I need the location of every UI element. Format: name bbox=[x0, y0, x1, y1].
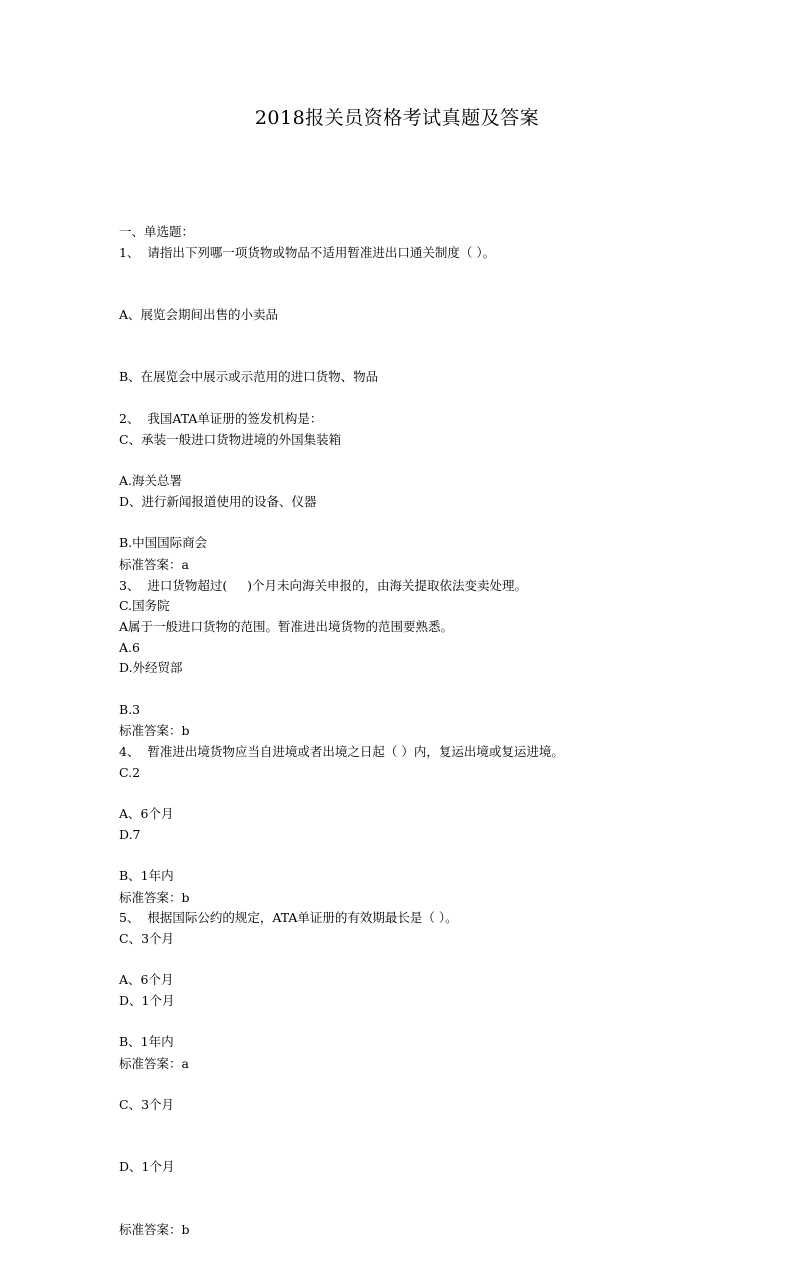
option-a: A.6 bbox=[119, 639, 140, 655]
option-d: D、进行新闻报道使用的设备、仪器 bbox=[119, 494, 317, 510]
standard-answer: 标准答案：a bbox=[119, 556, 189, 572]
option-c: C、3个月 bbox=[119, 1096, 175, 1112]
option-a: A、6个月 bbox=[119, 971, 174, 987]
option-b: B.中国国际商会 bbox=[119, 535, 208, 551]
option-b: B、1年内 bbox=[119, 1034, 174, 1050]
standard-answer: 标准答案：b bbox=[119, 1221, 190, 1237]
standard-answer: 标准答案：b bbox=[119, 889, 190, 905]
answer-explanation: A属于一般进口货物的范围。暂准进出境货物的范围要熟悉。 bbox=[119, 618, 454, 634]
option-a: A、6个月 bbox=[119, 805, 174, 821]
question-stem: 2、 我国ATA单证册的签发机构是： bbox=[119, 410, 323, 426]
standard-answer: 标准答案：a bbox=[119, 1055, 189, 1071]
option-c: C、3个月 bbox=[119, 930, 175, 946]
option-b: B、在展览会中展示或示范用的进口货物、物品 bbox=[119, 369, 379, 385]
option-c: C.2 bbox=[119, 764, 141, 780]
option-b: B.3 bbox=[119, 702, 141, 718]
standard-answer: 标准答案：b bbox=[119, 722, 190, 738]
question-stem: 5、 根据国际公约的规定，ATA单证册的有效期最长是（ ）。 bbox=[119, 909, 458, 925]
option-a: A.海关总署 bbox=[119, 472, 183, 488]
document-title: 2018报关员资格考试真题及答案 bbox=[254, 107, 540, 129]
option-d: D.外经贸部 bbox=[119, 660, 183, 676]
option-c: C.国务院 bbox=[119, 597, 170, 613]
option-d: D、1个月 bbox=[119, 1159, 175, 1175]
question-stem: 4、 暂准进出境货物应当自进境或者出境之日起（ ）内，复运出境或复运进境。 bbox=[119, 743, 564, 759]
option-a: A、展览会期间出售的小卖品 bbox=[119, 306, 279, 322]
option-b: B、1年内 bbox=[119, 868, 174, 884]
option-d: D、1个月 bbox=[119, 993, 175, 1009]
question-5 bbox=[119, 866, 739, 1282]
question-stem: 3、 进口货物超过( )个月未向海关申报的，由海关提取依法变卖处理。 bbox=[119, 577, 528, 593]
option-d: D.7 bbox=[119, 827, 141, 843]
option-c: C、承装一般进口货物进境的外国集装箱 bbox=[119, 431, 342, 447]
question-stem: 1、 请指出下列哪一项货物或物品不适用暂准进出口通关制度（ ）。 bbox=[119, 244, 496, 260]
section-heading-text: 一、单选题： bbox=[119, 223, 195, 239]
